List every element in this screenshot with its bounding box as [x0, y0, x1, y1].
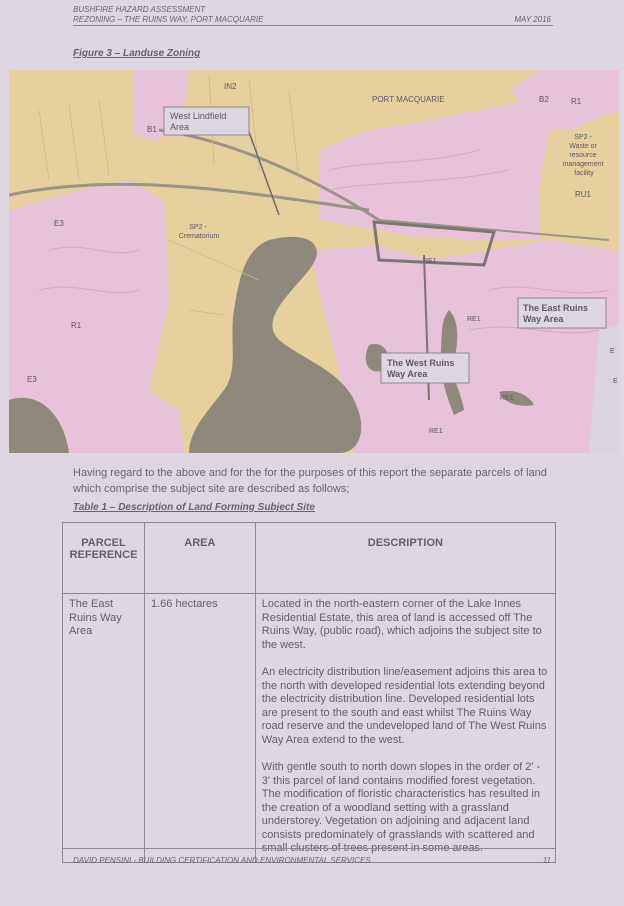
callout-west-ruins-way — [381, 353, 469, 383]
header-subtitle: REZONING – THE RUINS WAY, PORT MACQUARIE — [73, 15, 264, 24]
description-table — [62, 522, 556, 863]
table-header-row — [63, 523, 556, 594]
description-paragraph-3: With gentle south to north down slopes in the order of 2' - 3' this parcel of land contains modified forest vegetation. The modification of floristic characteristics has resulted in the creation of a woodland setting with a grassland understorey. Vegetation on adjoining and adjacent land consists predominately of grasslands with scattered and small clusters of trees present in some areas. — [261, 761, 541, 854]
zone-label-port-macquarie: PORT MACQUARIE — [372, 95, 445, 104]
figure-caption: Figure 3 – Landuse Zoning — [73, 48, 201, 59]
zone-label-re1-bottom: RE1 — [429, 428, 443, 435]
zone-label-e3-bottom: E3 — [27, 375, 37, 384]
table-row — [63, 594, 556, 863]
header-description: DESCRIPTION — [255, 523, 555, 594]
header-title: BUSHFIRE HAZARD ASSESSMENT — [73, 5, 206, 14]
description-paragraph-2: An electricity distribution line/easement adjoins this area to the north with developed residential lots extending beyond the electricity distribution line. Developed residential lots are present to the south and east whilst The Ruins Way road reserve and the undeveloped land of The West Ruins Way Area extend to the west. — [261, 666, 548, 746]
zone-label-e-right-2: E — [613, 378, 618, 385]
table-caption: Table 1 – Description of Land Forming Subject Site — [73, 502, 315, 513]
cell-parcel: The East Ruins Way Area — [63, 594, 145, 863]
zone-label-sp2-waste: SP2 - Waste or resource management facility — [562, 134, 604, 177]
intro-paragraph: Having regard to the above and for the for the purposes of this report the separate parcels of land which comprise the subject site are described as follows; — [73, 467, 547, 495]
zone-label-r1-top: R1 — [571, 97, 582, 106]
description-paragraph-1: Located in the north-eastern corner of the Lake Innes Residential Estate, this area of land is accessed off The Ruins Way, (public road), which adjoins the subject site to the west. — [261, 598, 542, 651]
zone-label-b2: B2 — [539, 95, 549, 104]
header-area: AREA — [144, 523, 255, 594]
svg-text:The West Ruins: The West Ruins — [387, 358, 455, 368]
header-rule — [73, 25, 553, 26]
zone-label-re1-bottom-right: RE1 — [500, 395, 514, 402]
cell-description — [255, 594, 555, 863]
page-header — [73, 5, 551, 25]
residential-zone-left — [9, 180, 169, 400]
header-parcel-reference: PARCEL REFERENCE — [63, 523, 145, 594]
header-date: MAY 2016 — [514, 15, 551, 24]
zone-label-re1-mid: RE1 — [467, 316, 481, 323]
page-number: 11 — [542, 856, 551, 865]
svg-text:Area: Area — [170, 122, 190, 132]
cell-area: 1.66 hectares — [144, 594, 255, 863]
footer-company: DAVID PENSINI - BUILDING CERTIFICATION AND ENVIRONMENTAL SERVICES — [73, 856, 371, 865]
callout-east-ruins-way — [518, 298, 606, 328]
zone-label-sp2-crematorium: SP2 - Crematorium — [178, 224, 220, 240]
svg-text:The East Ruins: The East Ruins — [523, 303, 589, 313]
zone-label-in2: IN2 — [224, 82, 237, 91]
zoning-map — [9, 70, 619, 453]
zone-label-re1-top: RE1 — [423, 258, 437, 265]
footer-rule — [62, 848, 556, 849]
zone-label-e3-left: E3 — [54, 219, 64, 228]
svg-text:Way Area: Way Area — [523, 314, 564, 324]
zone-label-e-right: E — [610, 348, 615, 355]
svg-text:Way Area: Way Area — [387, 369, 428, 379]
svg-text:West Lindfield: West Lindfield — [170, 111, 227, 121]
zone-label-r1-left: R1 — [71, 321, 82, 330]
page-footer — [73, 856, 551, 865]
zone-label-ru1: RU1 — [575, 190, 592, 199]
zone-label-b1: B1 — [147, 125, 157, 134]
